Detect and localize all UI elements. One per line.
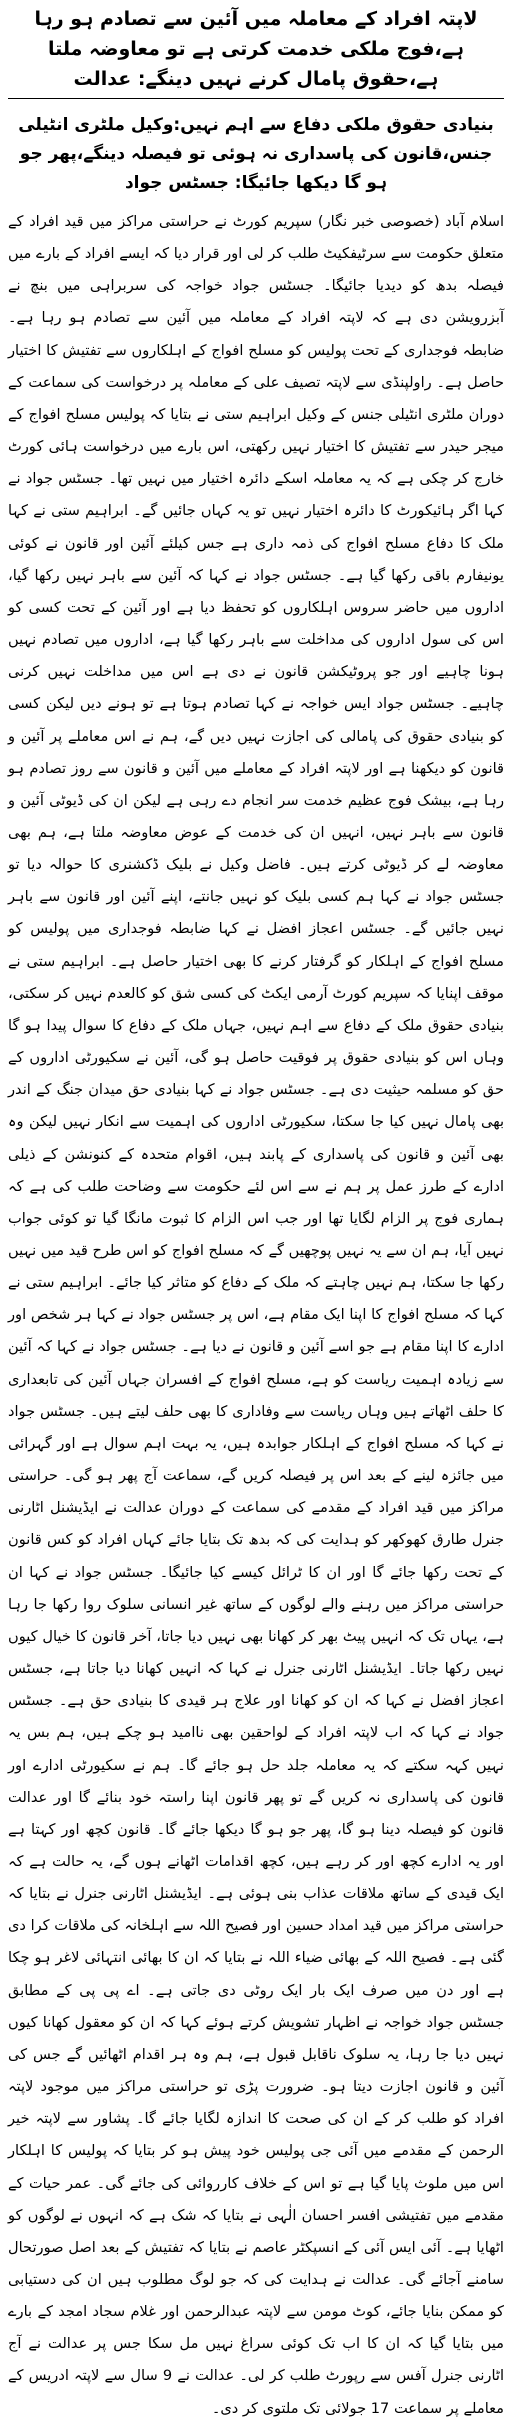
subheadline — [8, 111, 504, 198]
headline — [8, 4, 504, 94]
article-body — [8, 206, 504, 2425]
headline-text: لاپتہ افراد کے معاملہ میں آئین سے تصادم ہو رہا ہے،فوج ملکی خدمت کرتی ہے تو معاوضہ ملتا ہے،حقوق پامال کرنے نہیں دینگے: — [34, 8, 478, 90]
subheadline-byline: جسٹس جواد — [124, 173, 229, 193]
subheadline-text: بنیادی حقوق ملکی دفاع سے اہم نہیں:وکیل ملٹری انٹیلی جنس،قانون کی پاسداری نہ ہوئی تو فیصلہ دینگے،پھر جو ہو گا دیکھا جائیگا: — [18, 115, 494, 193]
headline-divider — [8, 98, 504, 99]
article-paragraph: اسلام آباد (خصوصی خبر نگار) سپریم کورٹ نے حراستی مراکز میں قید افراد کے متعلق حکومت سے سرٹیفکیٹ طلب کر لی اور قرار دیا کہ ایسے افراد کے بارے میں فیصلہ بدھ کو دیدیا جائیگا۔ جسٹس جواد خواجہ کی سربراہی میں بنچ نے آبزرویشن دی ہے کہ لاپتہ افراد کے معاملہ میں آئین سے تصادم ہو رہا ہے۔ ضابطہ فوجداری کے تحت پولیس کو مسلح افواج کے اہلکاروں سے تفتیش کا اختیار حاصل ہے۔ راولپنڈی سے لاپتہ تصیف علی کے معاملہ پر درخواست کی سماعت کے دوران ملٹری انٹیلی جنس کے وکیل ابراہیم ستی نے بتایا کہ پولیس مسلح افواج کے میجر حیدر سے تفتیش کا اختیار نہیں رکھتی، اس بارے میں درخواست ہائی کورٹ خارج کر چکی ہے کہ یہ معاملہ اسکے دائرہ اختیار میں نہیں تھا۔ جسٹس جواد نے کہا اگر ہائیکورٹ کا دائرہ اختیار نہیں تو یہ کہاں جائیں گے۔ ابراہیم ستی نے کہا ملک کا دفاع مسلح افواج کی ذمہ داری ہے جس کیلئے آئین اور قانون نے کوئی یونیفارم باقی رکھا گیا ہے۔ جسٹس جواد نے کہا کہ آئین سے باہر نہیں رکھا گیا، اداروں میں حاضر سروس اہلکاروں کو تحفظ دیا ہے اور آئین کے تحت کسی کو اس کی سول اداروں کی مداخلت سے باہر رکھا گیا ہے، اداروں میں تصادم نہیں ہونا چاہیے اور جو پروٹیکشن قانون نے دی ہے اس میں مداخلت نہیں کرنی چاہیے۔ جسٹس جواد ایس خواجہ نے کہا تصادم ہوتا ہے تو ہونے دیں لیکن کسی کو بنیادی حقوق کی پامالی کی اجازت نہیں دیں گے، ہم نے اس معاملے پر آئین و قانون کو دیکھنا ہے اور لاپتہ افراد کے معاملے میں آئین و قانون سے روز تصادم ہو رہا ہے، بیشک فوج عظیم خدمت سر انجام دے رہی ہے لیکن ان کی ڈیوٹی آئین و قانون سے باہر نہیں، انہیں ان کی خدمت کے عوض معاوضہ ملتا ہے، ہم بھی معاوضہ لے کر ڈیوٹی کرتے ہیں۔ فاضل وکیل نے بلیک ڈکشنری کا حوالہ دیا تو جسٹس جواد نے کہا ہم کسی بلیک کو نہیں جانتے، اپنے آئین اور قانون سے باہر نہیں جائیں گے۔ جسٹس اعجاز افضل نے کہا ضابطہ فوجداری میں پولیس کو مسلح افواج کے اہلکار کو گرفتار کرنے کا بھی اختیار حاصل ہے۔ ابراہیم ستی نے موقف اپنایا کہ سپریم کورٹ آرمی ایکٹ کی کسی شق کو کالعدم نہیں کر سکتی، بنیادی حقوق ملک کے دفاع سے اہم نہیں، جہاں ملک کے دفاع کا سوال پیدا ہو گا وہاں اس کو بنیادی حقوق پر فوقیت حاصل ہو گی، آئین نے سکیورٹی اداروں کے حق کو مسلمہ حیثیت دی ہے۔ جسٹس جواد نے کہا بنیادی حق میدان جنگ کے اندر بھی پامال نہیں کیا جا سکتا، سکیورٹی اداروں کی اہمیت سے انکار نہیں لیکن وہ بھی آئین و قانون کی پاسداری کے پابند ہیں، اقوام متحدہ کے کنونشن کے ذیلی ادارے کے طرز عمل پر ہم نے سے اس لئے حکومت سے وضاحت طلب کی ہے کہ ہماری فوج پر الزام لگایا تھا اور جب اس الزام کا ثبوت مانگا گیا تو کوئی جواب نہیں آیا، ہم ان سے یہ نہیں پوچھیں گے کہ مسلح افواج کو اس طرح قید میں نہیں رکھا جا سکتا، ہم نہیں چاہتے کہ ملک کے دفاع کو متاثر کیا جائے۔ ابراہیم ستی نے کہا کہ مسلح افواج کا اپنا ایک مقام ہے، اس پر جسٹس جواد نے کہا ہر شخص اور ادارے کا اپنا مقام ہے جو اسے آئین و قانون نے دیا ہے۔ جسٹس جواد نے کہا کہ آئین سے زیادہ اہمیت ریاست کو ہے، مسلح افواج کے افسران جہاں آئین کی تابعداری کا حلف اٹھاتے ہیں وہاں ریاست سے وفاداری کا بھی حلف لیتے ہیں۔ جسٹس جواد نے کہا کہ مسلح افواج کے اہلکار جوابدہ ہیں، یہ بہت اہم سوال ہے اور گہرائی میں جائزہ لینے کے بعد اس پر فیصلہ کریں گے، سماعت آج پھر ہو گی۔ حراستی مراکز میں قید افراد کے مقدمے کی سماعت کے دوران عدالت نے ایڈیشنل اٹارنی جنرل طارق کھوکھر کو ہدایت کی کہ بدھ تک بتایا جائے کہاں افراد کو کس قانون کے تحت رکھا جائے گا اور ان کا ٹرائل کیسے کیا جائیگا۔ جسٹس جواد نے کہا ان حراستی مراکز میں رہنے والے لوگوں کے ساتھ غیر انسانی سلوک روا رکھا جا رہا ہے، یہاں تک کہ انہیں پیٹ بھر کر کھانا بھی نہیں دیا جاتا، آخر قانون کا خیال کیوں نہیں رکھا جاتا۔ ایڈیشنل اٹارنی جنرل نے کہا کہ انہیں کھانا دیا جاتا ہے، جسٹس اعجاز افضل نے کہا کہ ان کو کھانا اور علاج ہر قیدی کا بنیادی حق ہے۔ جسٹس جواد نے کہا کہ اب لاپتہ افراد کے لواحقین بھی ناامید ہو چکے ہیں، ہم بس یہ نہیں کہہ سکتے کہ یہ معاملہ جلد حل ہو جائے گا۔ ہم نے سکیورٹی ادارے اور قانون کی پاسداری نہ کریں گے تو پھر قانون اپنا راستہ خود بنائے گا اور عدالت قانون کو فیصلہ دینا ہو گا، پھر جو ہو گا دیکھا جائے گا۔ قانون کچھ اور کہتا ہے اور یہ ادارے کچھ اور کر رہے ہیں، کچھ اقدامات اٹھانے ہوں گے، یہ حالت ہے کہ ایک قیدی کے ساتھ ملاقات عذاب بنی ہوئی ہے۔ ایڈیشنل اٹارنی جنرل نے بتایا کہ حراستی مراکز میں قید امداد حسین اور فصیح اللہ سے اہلخانہ کی ملاقات کرا دی گئی ہے۔ فصیح اللہ کے بھائی ضیاء اللہ نے بتایا کہ ان کا بھائی انتہائی لاغر ہو چکا ہے اور دن میں صرف ایک بار ایک روٹی دی جاتی ہے۔ اے پی پی کے مطابق جسٹس جواد خواجہ نے اظہار تشویش کرتے ہوئے کہا کہ ان کو معقول کھانا کیوں نہیں دیا جا رہا، یہ سلوک ناقابل قبول ہے، ہم وہ ہر اقدام اٹھائیں گے جس کی آئین و قانون اجازت دیتا ہو۔ ضرورت پڑی تو حراستی مراکز میں موجود لاپتہ افراد کو طلب کر کے ان کی صحت کا اندازہ لگایا جائے گا۔ پشاور سے لاپتہ خیر الرحمن کے مقدمے میں آئی جی پولیس خود پیش ہو کر بتایا کہ پولیس کا اہلکار اس میں ملوث پایا گیا ہے تو اس کے خلاف کارروائی کی جائے گی۔ عمر حیات کے مقدمے میں تفتیشی افسر احسان الٰہی نے بتایا کہ شک ہے کہ انہوں نے لوگوں کو اٹھایا ہے۔ آئی ایس آئی کے انسپکٹر عاصم نے بتایا کہ تفتیش کے بعد اصل صورتحال سامنے آجائے گی۔ عدالت نے ہدایت کی کہ جو لوگ مطلوب ہیں ان کی دستیابی کو ممکن بنایا جائے، کوٹ مومن سے لاپتہ عبدالرحمن اور غلام سجاد امجد کے بارے میں بتایا گیا کہ ان کا اب تک کوئی سراغ نہیں مل سکا جس پر عدالت نے آج اٹارنی جنرل آفس سے رپورٹ طلب کر لی۔ عدالت نے 9 سال سے لاپتہ ادریس کے معاملے پر سماعت 17 جولائی تک ملتوی کر دی۔ — [8, 213, 505, 2417]
headline-byline: عدالت — [73, 68, 132, 90]
